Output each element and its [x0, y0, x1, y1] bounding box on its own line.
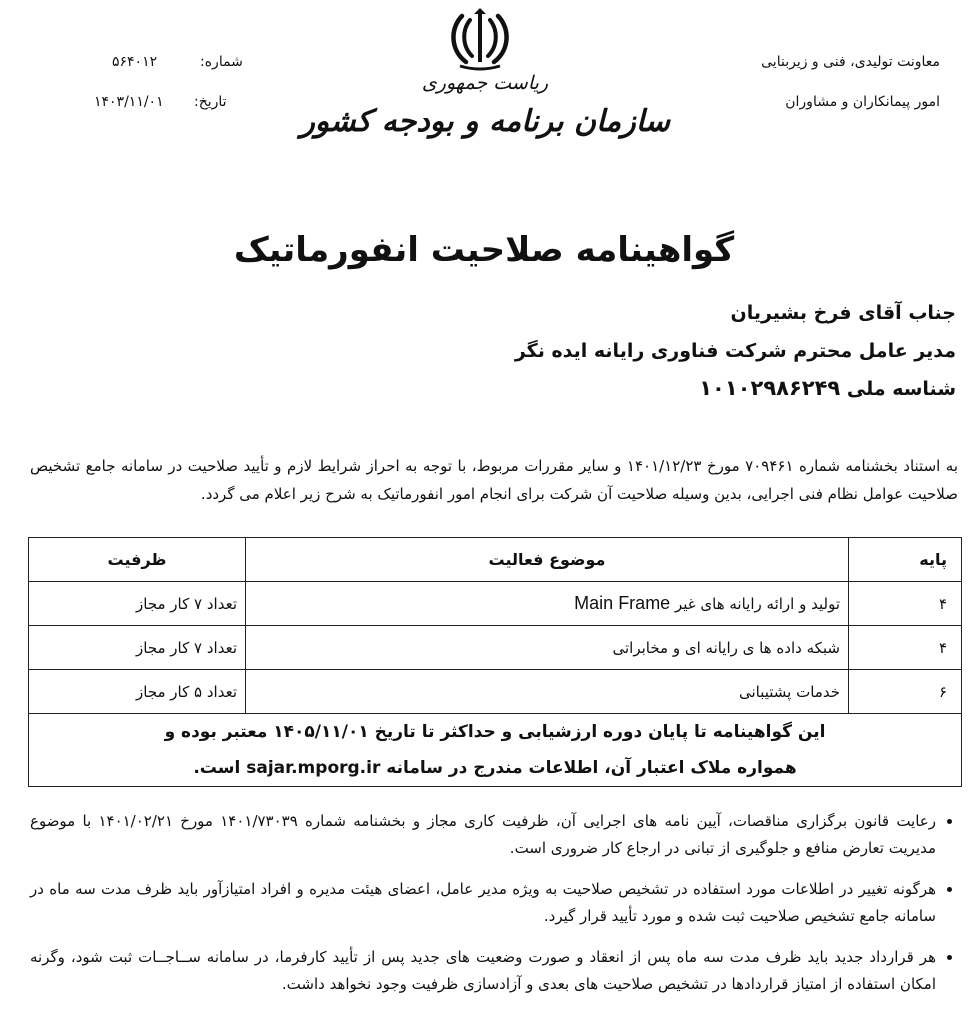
row-activity — [246, 670, 849, 714]
header-base: پایه — [849, 538, 962, 582]
header-capacity: ظرفیت — [29, 538, 246, 582]
validity-cell — [29, 714, 962, 787]
row-activity-text: خدمات پشتیبانی — [738, 682, 840, 701]
table-header-row — [29, 538, 962, 582]
note-item: • هرگونه تغییر در اطلاعات مورد استفاده در تشخیص صلاحیت به ویژه مدیر عامل، اعضای هیئت مدیره و افراد امتیازآور باید ظرف مدت سه ماه در سامانه جامع تشخیص صلاحیت ثبت شده و مورد تأیید قرار گیرد. — [30, 876, 936, 930]
row-activity-extra: Main Frame — [574, 593, 671, 613]
row-activity — [246, 626, 849, 670]
number-label: شماره: — [200, 54, 243, 70]
date-label: تاریخ: — [194, 94, 227, 110]
table-row — [29, 670, 962, 714]
row-activity — [246, 582, 849, 626]
qualification-table — [28, 537, 962, 787]
row-base: ۶ — [849, 670, 962, 714]
row-activity-text: شبکه داده ها ی رایانه ای و مخابراتی — [612, 638, 840, 657]
national-id-value: ۱۰۱۰۲۹۸۶۲۴۹ — [699, 376, 841, 400]
row-base: ۴ — [849, 626, 962, 670]
row-activity-text: تولید و ارائه رایانه های غیر — [674, 595, 840, 613]
row-capacity: تعداد ۷ کار مجاز — [29, 582, 246, 626]
addressee-position: مدیر عامل محترم شرکت فناوری رایانه ایده نگر — [514, 340, 956, 362]
national-id-line — [256, 376, 956, 400]
department-title: امور پیمانکاران و مشاوران — [785, 94, 940, 110]
table-row — [29, 626, 962, 670]
iran-emblem-icon — [440, 8, 520, 72]
note-item: • هر قرارداد جدید باید ظرف مدت سه ماه پس از انعقاد و صورت وضعیت های جدید پس از تأیید کارفرما، در سامانه ســاجــات ثبت شود، وگرنه امکان استفاده از امتیاز قراردادها در تشخیص صلاحیت های بعدی و آزادسازی ظرفیت وجود نخواهد داشت. — [30, 944, 936, 998]
date-value: ۱۴۰۳/۱۱/۰۱ — [94, 94, 164, 110]
validity-row — [29, 714, 962, 787]
row-capacity: تعداد ۷ کار مجاز — [29, 626, 246, 670]
addressee-name: جناب آقای فرخ بشیریان — [730, 302, 956, 324]
row-base: ۴ — [849, 582, 962, 626]
org-name: سازمان برنامه و بودجه کشور — [300, 104, 670, 139]
note-item: • رعایت قانون برگزاری مناقصات، آیین نامه های اجرایی آن، ظرفیت کاری مجاز و بخشنامه شماره ۱۴۰۱/۷۳۰۳۹ مورخ ۱۴۰۱/۰۲/۲۱ با موضوع مدیریت تعارض منافع و جلوگیری از تبانی در ارجاع کار ضروری است. — [30, 808, 936, 862]
validity-line-1: این گواهینامه تا پایان دوره ارزشیابی و حداکثر تا تاریخ ۱۴۰۵/۱۱/۰۱ معتبر بوده و — [164, 722, 826, 742]
table-row — [29, 582, 962, 626]
org-parent-name: ریاست جمهوری — [421, 72, 549, 94]
notes-list — [30, 808, 962, 1012]
number-value: ۵۶۴۰۱۲ — [112, 54, 158, 70]
intro-paragraph: به استناد بخشنامه شماره ۷۰۹۴۶۱ مورخ ۱۴۰۱/۱۲/۲۳ و سایر مقررات مربوط، با توجه به احراز شرایط لازم و تأیید صلاحیت در سامانه جامع تشخیص صلاحیت عوامل نظام فنی اجرایی، بدین وسیله صلاحیت آن شرکت برای انجام امور انفورماتیک به شرح زیر اعلام می گردد. — [30, 457, 959, 503]
page-title: گواهینامه صلاحیت انفورماتیک — [233, 230, 735, 270]
validity-line-2: همواره ملاک اعتبار آن، اطلاعات مندرج در سامانه sajar.mporg.ir است. — [193, 758, 797, 778]
row-capacity: تعداد ۵ کار مجاز — [29, 670, 246, 714]
national-id-label: شناسه ملی — [846, 378, 956, 400]
deputy-title: معاونت تولیدی، فنی و زیربنایی — [761, 54, 940, 70]
header-activity: موضوع فعالیت — [246, 538, 849, 582]
